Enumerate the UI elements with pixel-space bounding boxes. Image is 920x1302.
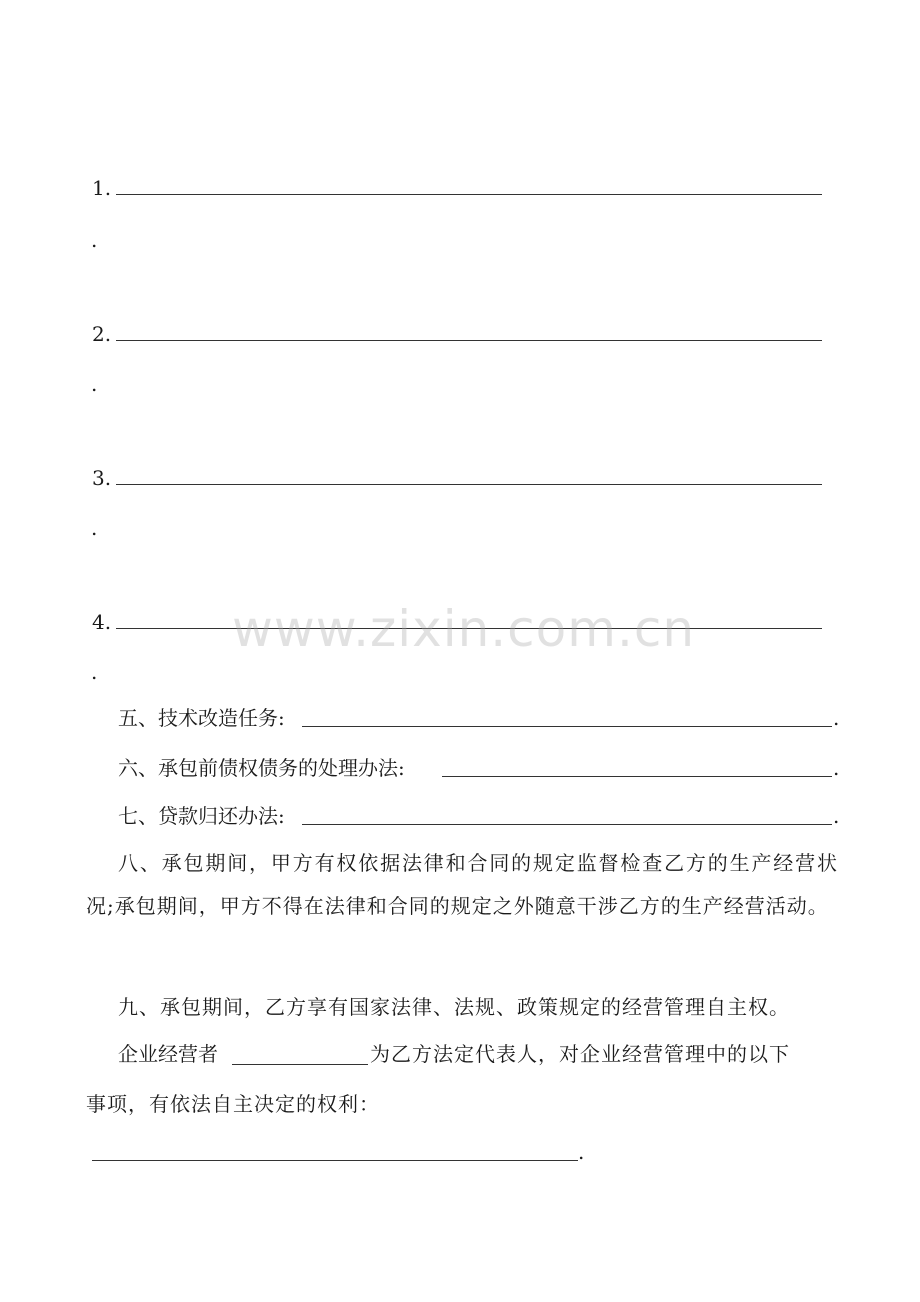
blank-underline[interactable] bbox=[116, 484, 822, 485]
section-six-blank[interactable] bbox=[442, 776, 832, 777]
section-five-blank[interactable] bbox=[302, 726, 832, 727]
blank-underline[interactable] bbox=[116, 194, 822, 195]
operator-prefix: 企业经营者 bbox=[118, 1042, 218, 1066]
operator-suffix-line2: 事项，有依法自主决定的权利： bbox=[86, 1092, 380, 1116]
item-number: 4. bbox=[92, 610, 112, 634]
numbered-line-2 bbox=[92, 322, 111, 346]
numbered-line-1 bbox=[92, 176, 111, 200]
final-end: . bbox=[578, 1140, 585, 1164]
line-end-period: . bbox=[91, 660, 98, 684]
blank-underline[interactable] bbox=[116, 340, 822, 341]
item-number: 1. bbox=[92, 176, 112, 200]
section-six-end: . bbox=[833, 756, 840, 780]
section-nine-paragraph: 九、承包期间，乙方享有国家法律、法规、政策规定的经营管理自主权。 bbox=[118, 995, 790, 1019]
section-seven-end: . bbox=[833, 804, 840, 828]
line-end-period: . bbox=[91, 228, 98, 252]
operator-suffix-line1: 为乙方法定代表人，对企业经营管理中的以下 bbox=[370, 1042, 790, 1066]
item-number: 3. bbox=[92, 466, 112, 490]
section-eight-paragraph: 八、承包期间，甲方有权依据法律和合同的规定监督检查乙方的生产经营状况;承包期间，甲方不得在法律和合同的规定之外随意干涉乙方的生产经营活动。 bbox=[86, 851, 838, 918]
numbered-line-3 bbox=[92, 466, 111, 490]
section-five-end: . bbox=[833, 706, 840, 730]
line-end-period: . bbox=[91, 516, 98, 540]
section-seven-label: 七、贷款归还办法: bbox=[118, 804, 285, 828]
section-six-label: 六、承包前债权债务的处理办法: bbox=[118, 756, 405, 780]
watermark: www.zixin.com.cn bbox=[232, 600, 696, 658]
item-number: 2. bbox=[92, 322, 112, 346]
operator-name-blank[interactable] bbox=[232, 1064, 368, 1065]
final-blank[interactable] bbox=[92, 1160, 578, 1161]
numbered-line-4 bbox=[92, 610, 111, 634]
line-end-period: . bbox=[91, 372, 98, 396]
section-five-label: 五、技术改造任务: bbox=[118, 706, 285, 730]
section-seven-blank[interactable] bbox=[302, 824, 832, 825]
